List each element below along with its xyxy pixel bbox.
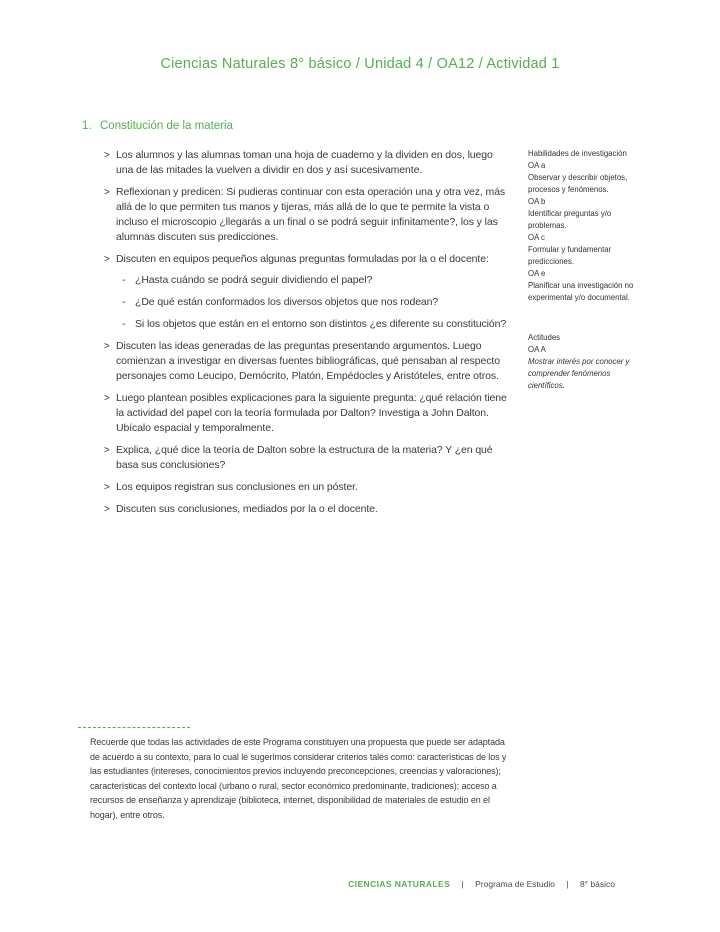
bullet-text: Discuten las ideas generadas de las preguntas presentando argumentos. Luego comienzan a investigar en diversas fuentes bibliográficas, qué pensaban al respecto personajes como Leucipo, Demócrito, Platón, Empédocles y Aristóteles, entre otros. xyxy=(116,340,500,382)
footer-separator: | xyxy=(566,879,569,889)
list-item xyxy=(104,339,512,384)
skill-text: Identificar preguntas y/o problemas. xyxy=(528,209,612,230)
chevron-bullet-icon: > xyxy=(104,187,110,198)
section-heading xyxy=(82,120,233,132)
attitude-item xyxy=(528,344,642,392)
dash-bullet-icon: - xyxy=(122,296,126,308)
chevron-bullet-icon: > xyxy=(104,393,110,404)
footer-separator: | xyxy=(461,879,464,889)
dashed-divider xyxy=(78,727,190,728)
bullet-text: Explica, ¿qué dice la teoría de Dalton sobre la estructura de la materia? Y ¿en qué basa sus conclusiones? xyxy=(116,444,493,471)
attitude-text: Mostrar interés por conocer y comprender fenómenos científicos. xyxy=(528,357,630,390)
sub-list-item xyxy=(122,317,512,332)
skill-text: Observar y describir objetos, procesos y fenómenos. xyxy=(528,173,628,194)
bullet-text: Reflexionan y predicen: Si pudieras continuar con esta operación una y otra vez, más allá de lo que permiten tus manos y tijeras, más allá de lo que te permite la vista o incluso el microscopio ¿llegarás a un final o se podrá seguir infinitamente?, los y las alumnas discuten sus predicciones. xyxy=(116,186,506,243)
list-item xyxy=(104,502,512,517)
sub-list-item xyxy=(122,295,512,310)
bullet-list xyxy=(104,148,512,517)
skill-code: OA a xyxy=(528,161,546,170)
chevron-bullet-icon: > xyxy=(104,150,110,161)
list-item xyxy=(104,443,512,473)
skill-item xyxy=(528,232,642,268)
footnote-text: Recuerde que todas las actividades de este Programa constituyen una propuesta que puede ser adaptada de acuerdo a su contexto, para lo cual le sugerimos considerar criterios tales como: características de los y las estudiantes (intereses, conocimientos previos incluyendo preconcepciones, creencias y valoraciones); características del contexto local (urbano o rural, sector económico predominante, tradiciones); acceso a recursos de enseñanza y aprendizaje (biblioteca, internet, disponibilidad de materiales de estudio en el hogar), entre otros. xyxy=(90,737,507,820)
list-item xyxy=(104,148,512,178)
chevron-bullet-icon: > xyxy=(104,482,110,493)
chevron-bullet-icon: > xyxy=(104,254,110,265)
dash-bullet-icon: - xyxy=(122,318,126,330)
footer-program: Programa de Estudio xyxy=(475,879,555,889)
bullet-text: Luego plantean posibles explicaciones para la siguiente pregunta: ¿qué relación tiene la actividad del papel con la teoría formulada por Dalton? Investiga a John Dalton. Ubícalo espacial y temporalmente. xyxy=(116,392,507,434)
attitudes-title: Actitudes xyxy=(528,333,561,342)
margin-notes-sidebar xyxy=(528,148,642,392)
section-number: 1. xyxy=(82,120,92,132)
sub-list-item xyxy=(122,273,512,288)
sub-bullet-text: Si los objetos que están en el entorno son distintos ¿es diferente su constitución? xyxy=(135,318,507,330)
content-area xyxy=(104,148,642,524)
skill-code: OA e xyxy=(528,269,546,278)
chevron-bullet-icon: > xyxy=(104,445,110,456)
list-item xyxy=(104,185,512,245)
attitude-code: OA A xyxy=(528,345,546,354)
skill-item xyxy=(528,196,642,232)
bullet-text: Discuten sus conclusiones, mediados por la o el docente. xyxy=(116,503,378,515)
skill-item xyxy=(528,160,642,196)
footnote xyxy=(78,727,518,822)
list-item xyxy=(104,391,512,436)
dash-bullet-icon: - xyxy=(122,274,126,286)
skill-code: OA b xyxy=(528,197,546,206)
activity-steps xyxy=(104,148,512,524)
skill-code: OA c xyxy=(528,233,545,242)
bullet-text: Los equipos registran sus conclusiones en un póster. xyxy=(116,481,358,493)
footer-brand: CIENCIAS NATURALES xyxy=(348,879,451,889)
bullet-text: Los alumnos y las alumnas toman una hoja de cuaderno y la dividen en dos, luego una de las mitades la vuelven a dividir en dos y así sucesivamente. xyxy=(116,149,493,176)
chevron-bullet-icon: > xyxy=(104,504,110,515)
page-footer xyxy=(0,879,615,889)
section-title: Constitución de la materia xyxy=(100,120,233,132)
bullet-text: Discuten en equipos pequeños algunas preguntas formuladas por la o el docente: xyxy=(116,253,489,265)
skill-item xyxy=(528,268,642,304)
page-title: Ciencias Naturales 8° básico / Unidad 4 / OA12 / Actividad 1 xyxy=(160,56,560,72)
list-item xyxy=(104,252,512,332)
skill-text: Planificar una investigación no experimental y/o documental. xyxy=(528,281,634,302)
sub-bullet-text: ¿De qué están conformados los diversos objetos que nos rodean? xyxy=(135,296,439,308)
footer-grade: 8° básico xyxy=(579,879,615,889)
skills-title: Habilidades de investigación xyxy=(528,149,627,158)
attitudes-group xyxy=(528,332,642,392)
sub-bullet-text: ¿Hasta cuándo se podrá seguir dividiendo el papel? xyxy=(135,274,373,286)
skill-text: Formular y fundamentar predicciones. xyxy=(528,245,612,266)
question-sub-list xyxy=(122,273,512,332)
list-item xyxy=(104,480,512,495)
chevron-bullet-icon: > xyxy=(104,341,110,352)
